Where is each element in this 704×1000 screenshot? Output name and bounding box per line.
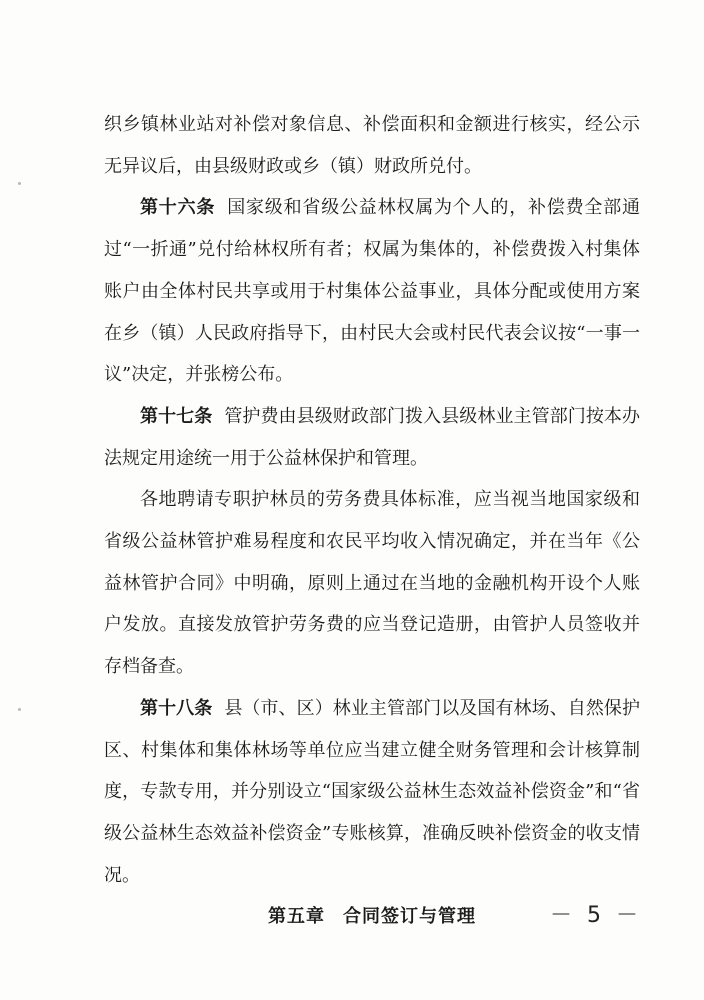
paragraph-text: 管护费由县级财政部门拨入县级林业主管部门按本办法规定用途统一用于公益林保护和管理。 [104,405,641,469]
document-body [104,104,640,938]
paragraph-article-16 [104,187,640,396]
paragraph-text: 县（市、区）林业主管部门以及国有林场、自然保护区、村集体和集体林场等单位应当建立健全财务管理和会计核算制度，专款专用，并分别设立“国家级公益林生态效益补偿资金”和“省级公益林生态效益补偿资金”专账核算，准确反映补偿资金的收支情况。 [104,697,641,886]
paragraph-ranger-fees [104,479,640,688]
page-number: － 5 － [550,903,642,928]
chapter-title: 合同签订与管理 [343,906,476,928]
paragraph-continuation [104,104,640,187]
article-number: 第十六条 [140,197,216,219]
article-number: 第十七条 [140,405,213,427]
binding-hole-mark [18,708,21,711]
paragraph-article-17 [104,396,640,479]
article-number: 第十八条 [140,697,213,719]
paragraph-text: 织乡镇林业站对补偿对象信息、补偿面积和金额进行核实，经公示无异议后，由县级财政或乡（镇）财政所兑付。 [104,114,640,177]
chapter-number: 第五章 [268,906,325,928]
paragraph-text: 国家级和省级公益林权属为个人的，补偿费全部通过“一折通”兑付给林权所有者；权属为集体的，补偿费拨入村集体账户由全体村民共享或用于村集体公益事业，具体分配或使用方案在乡（镇）人民政府指导下，由村民大会或村民代表会议按“一事一议”决定，并张榜公布。 [104,197,641,386]
paragraph-article-18 [104,688,640,897]
binding-hole-mark [18,182,21,185]
paragraph-text: 各地聘请专职护林员的劳务费具体标准，应当视当地国家级和省级公益林管护难易程度和农民平均收入情况确定，并在当年《公益林管护合同》中明确，原则上通过在当地的金融机构开设个人账户发放。直接发放管护劳务费的应当登记造册，由管护人员签收并存档备查。 [104,489,640,678]
